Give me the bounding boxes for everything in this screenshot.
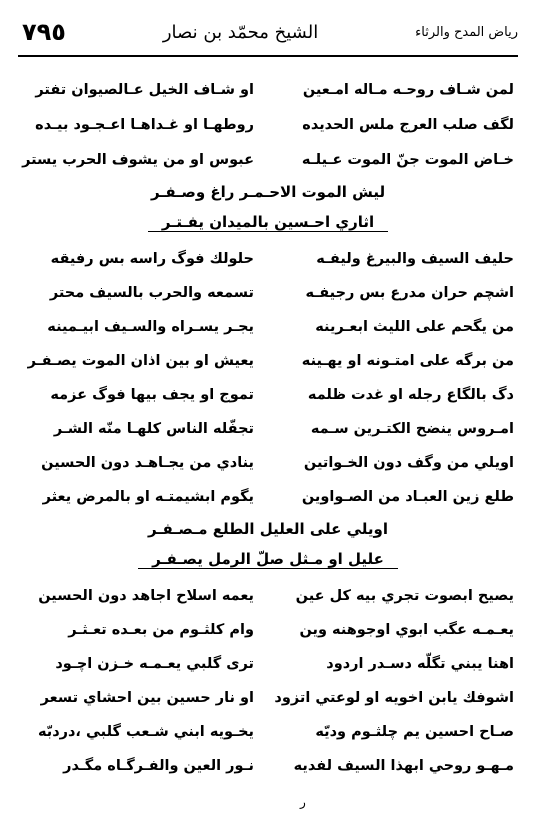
poem-line bbox=[24, 480, 514, 514]
poem-line bbox=[24, 310, 514, 344]
second-hemistich: تموج او يجف بيها فوگ عزمه bbox=[50, 387, 254, 403]
first-hemistich: يعـمـه عگب ابوي اوجوهنه وين bbox=[299, 622, 514, 638]
second-hemistich: يجـر يسـراه والسـيف ابيـمينه bbox=[47, 319, 254, 335]
first-hemistich: اشوفك يابن اخويه او لوعتي اتزود bbox=[274, 690, 514, 706]
first-hemistich: اشچم حران مدرع بس رجيفـه bbox=[305, 285, 514, 301]
first-hemistich: اويلي من وگف دون الخـواتين bbox=[303, 455, 514, 471]
header-rule bbox=[18, 55, 518, 57]
second-hemistich: وام كلثـوم من بعـده تعـثـر bbox=[68, 622, 254, 638]
poem-line bbox=[24, 681, 514, 715]
first-hemistich: يصيح ابصوت تجري بيه كل عين bbox=[295, 588, 514, 604]
second-hemistich: حلولك فوگ راسه بس رفيقه bbox=[50, 251, 254, 267]
page-number: ٧٩٥ bbox=[22, 18, 66, 46]
first-hemistich: خـاض الموت جنّ الموت عـيلـه bbox=[301, 152, 514, 168]
poem-line bbox=[24, 715, 514, 749]
first-hemistich: لمن شـاف روحـه مـاله امـعين bbox=[302, 82, 514, 98]
poem-line bbox=[24, 276, 514, 310]
section-heading bbox=[0, 177, 536, 207]
heading-text: اثاري احـسين بالميدان يفـتـر bbox=[148, 213, 388, 232]
second-hemistich: يعيش او بين اذان الموت يصـفـر bbox=[27, 353, 254, 369]
first-hemistich: امـروس ينضح الكتـرين سـمه bbox=[310, 421, 514, 437]
first-hemistich: من برگه على امتـونه او يهـينه bbox=[301, 353, 514, 369]
poem-line bbox=[24, 579, 514, 613]
first-hemistich: من يگحم على الليث ابعـرينه bbox=[315, 319, 514, 335]
first-hemistich: حليف السيف والبيرغ وليفـه bbox=[316, 251, 514, 267]
page-header bbox=[22, 12, 518, 52]
book-title: رياض المدح والرثاء bbox=[415, 24, 518, 40]
second-hemistich: عبوس او من يشوف الحرب يستر bbox=[22, 152, 254, 168]
section-heading bbox=[0, 207, 536, 237]
poem-line bbox=[24, 378, 514, 412]
section-heading bbox=[0, 514, 536, 544]
second-hemistich: روطهـا او غـداهـا اعـجـود بيـده bbox=[35, 117, 254, 133]
second-hemistich: يخـويه ابني شـعب گلبي ،دردبّه bbox=[37, 724, 254, 740]
poem-line bbox=[24, 242, 514, 276]
poem-line bbox=[24, 446, 514, 480]
poem-line bbox=[24, 108, 514, 142]
second-hemistich: او شـاف الخيل عـالصيوان تفتر bbox=[35, 82, 254, 98]
heading-text: اويلي على العليل الطلع مـصـفـر bbox=[147, 520, 389, 538]
second-hemistich: او نار حسين بين احشاي تسعر bbox=[40, 690, 254, 706]
heading-text: ليش الموت الاحـمـر راغ وصـفـر bbox=[150, 183, 386, 201]
second-hemistich: ينادي من يجـاهـد دون الحسين bbox=[41, 455, 254, 471]
first-hemistich: لگف صلب العرج ملس الحديده bbox=[302, 117, 514, 133]
poem-line bbox=[24, 73, 514, 107]
first-hemistich: طلع زين العبـاد من الصـواوين bbox=[301, 489, 514, 505]
heading-text: عليل او مـثل صلّ الرمل يصـفـر bbox=[138, 550, 398, 569]
poem-line bbox=[24, 143, 514, 177]
section-heading bbox=[0, 544, 536, 574]
second-hemistich: يگوم ابشيمتـه او بالمرض يعثر bbox=[42, 489, 254, 505]
second-hemistich: نـور العين والفـرگـاه مگـدر bbox=[63, 758, 254, 774]
first-hemistich: صـاح احسين يم چلثـوم وديّه bbox=[315, 724, 514, 740]
first-hemistich: دگ بالگاع رجله او غدت ظلمه bbox=[307, 387, 514, 403]
first-hemistich: اهنا يبني تگلّه دسـدر اردود bbox=[326, 656, 514, 672]
second-hemistich: تجفّله الناس كلهـا منّه الشـر bbox=[53, 421, 254, 437]
second-hemistich: تسمعه والحرب بالسيف محتر bbox=[49, 285, 254, 301]
running-title: الشيخ محمّد بن نصار bbox=[162, 21, 319, 43]
poem-line bbox=[24, 613, 514, 647]
poem-line bbox=[24, 647, 514, 681]
footer-mark: ر bbox=[300, 795, 306, 809]
second-hemistich: يعمه اسلاح اجاهد دون الحسين bbox=[38, 588, 254, 604]
first-hemistich: مـهـو روحي ابهذا السيف لفديه bbox=[293, 758, 514, 774]
poem-line bbox=[24, 412, 514, 446]
poem-line bbox=[24, 749, 514, 783]
poem-line bbox=[24, 344, 514, 378]
second-hemistich: ترى گلبي يعـمـه خـزن اچـود bbox=[55, 656, 254, 672]
